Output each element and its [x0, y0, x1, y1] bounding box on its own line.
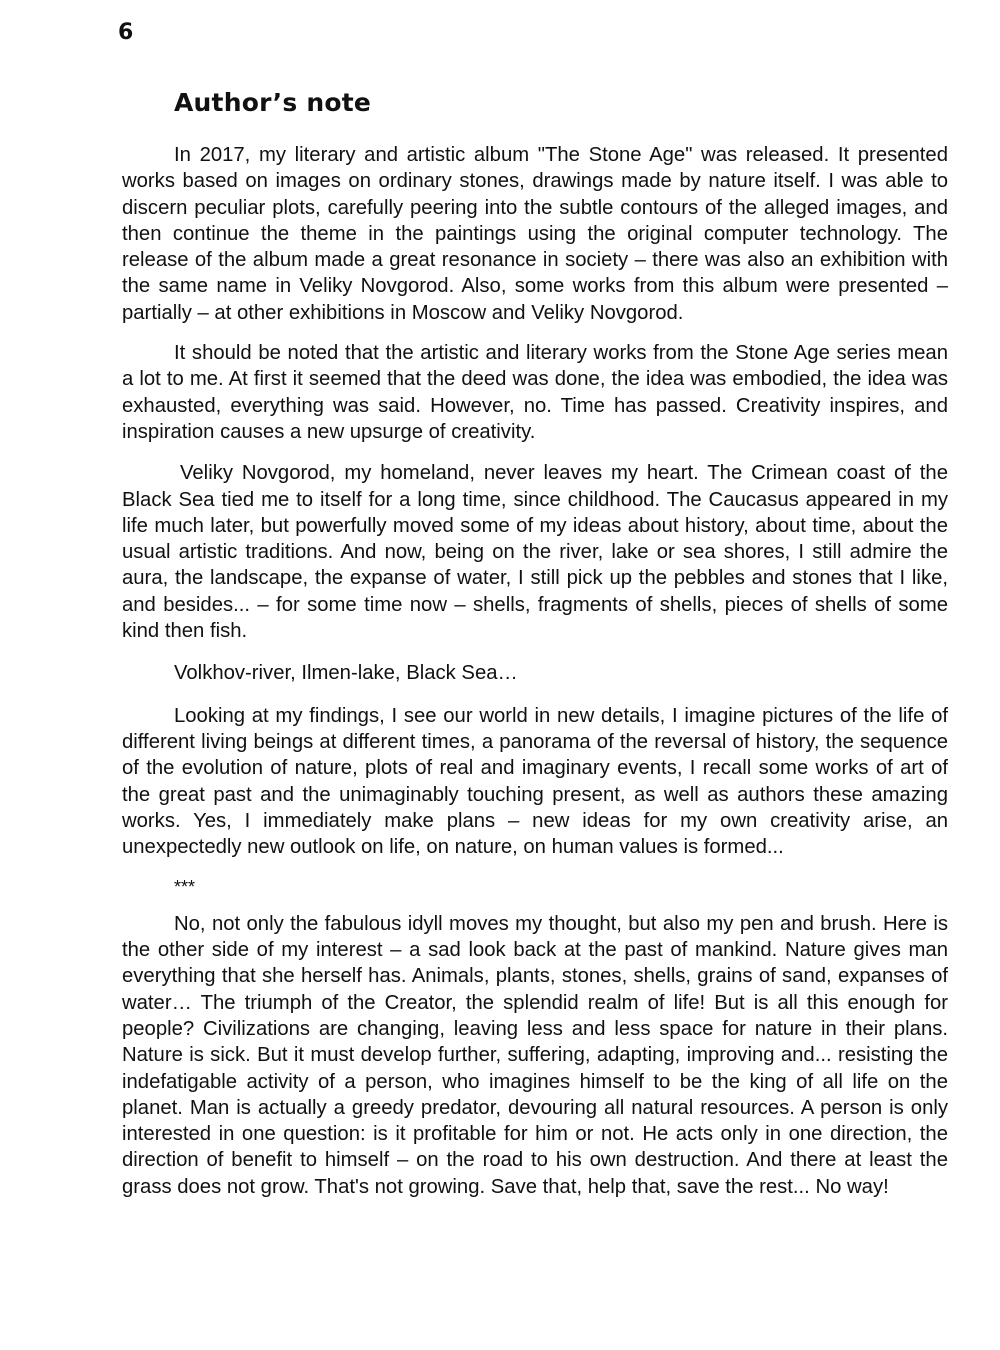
page-number: 6 — [118, 20, 134, 45]
page-title: Author’s note — [174, 88, 372, 117]
paragraph-homeland: Veliky Novgorod, my homeland, never leaves my heart. The Crimean coast of the Black Sea tied me to itself for a long time, since childhood. The Caucasus appeared in my life much later, but powerfully moved some of my ideas about history, about time, about the usual artistic traditions. And now, being on the river, lake or sea shores, I still admire the aura, the landscape, the expanse of water, I still pick up the pebbles and stones that I like, and besides... – for some time now – shells, fragments of shells, pieces of shells of some kind then fish. — [122, 462, 948, 643]
paragraph-places: Volkhov-river, Ilmen-lake, Black Sea… — [174, 662, 518, 685]
paragraph-stone-age-album: In 2017, my literary and artistic album "The Stone Age" was released. It presented works based on images on ordinary stones, drawings made by nature itself. I was able to discern peculiar plots, carefully peering into the subtle contours of the alleged images, and then continue the theme in the paintings using the original computer technology. The release of the album made a great resonance in society – there was also an exhibition with the same name in Veliky Novgorod. Also, some works from this album were presented – partially – at other exhibitions in Moscow and Veliky Novgorod. — [122, 144, 948, 324]
paragraph-mankind: No, not only the fabulous idyll moves my thought, but also my pen and brush. Here is the other side of my interest – a sad look back at the past of mankind. Nature gives man everything that she herself has. Animals, plants, stones, shells, grains of sand, expanses of water… The triumph of the Creator, the splendid realm of life! But is all this enough for people? Civilizations are changing, leaving less and less space for nature in their plans. Nature is sick. But it must develop further, suffering, adapting, improving and... resisting the indefatigable activity of a person, who imagines himself to be the king of all life on the planet. Man is actually a greedy predator, devouring all natural resources. A person is only interested in one question: is it profitable for him or not. He acts only in one direction, the direction of benefit to himself – on the road to his own destruction. And there at least the grass does not grow. That's not growing. Save that, help that, save the rest... No way! — [122, 912, 948, 1198]
paragraph-stone-age-series: It should be noted that the artistic and literary works from the Stone Age series mean a lot to me. At first it seemed that the deed was done, the idea was embodied, the idea was exhausted, everything was said. However, no. Time has passed. Creativity inspires, and inspiration causes a new upsurge of creativity. — [122, 342, 948, 443]
paragraph-findings: Looking at my findings, I see our world in new details, I imagine pictures of the life of different living beings at different times, a panorama of the reversal of history, the sequence of the evolution of nature, plots of real and imaginary events, I recall some works of art of the great past and the unimaginably touching present, as well as authors these amazing works. Yes, I immediately make plans – new ideas for my own creativity arise, an unexpectedly new outlook on life, on nature, on human values is formed... — [122, 704, 948, 859]
section-separator: *** — [174, 877, 196, 898]
body-text — [122, 142, 948, 1200]
